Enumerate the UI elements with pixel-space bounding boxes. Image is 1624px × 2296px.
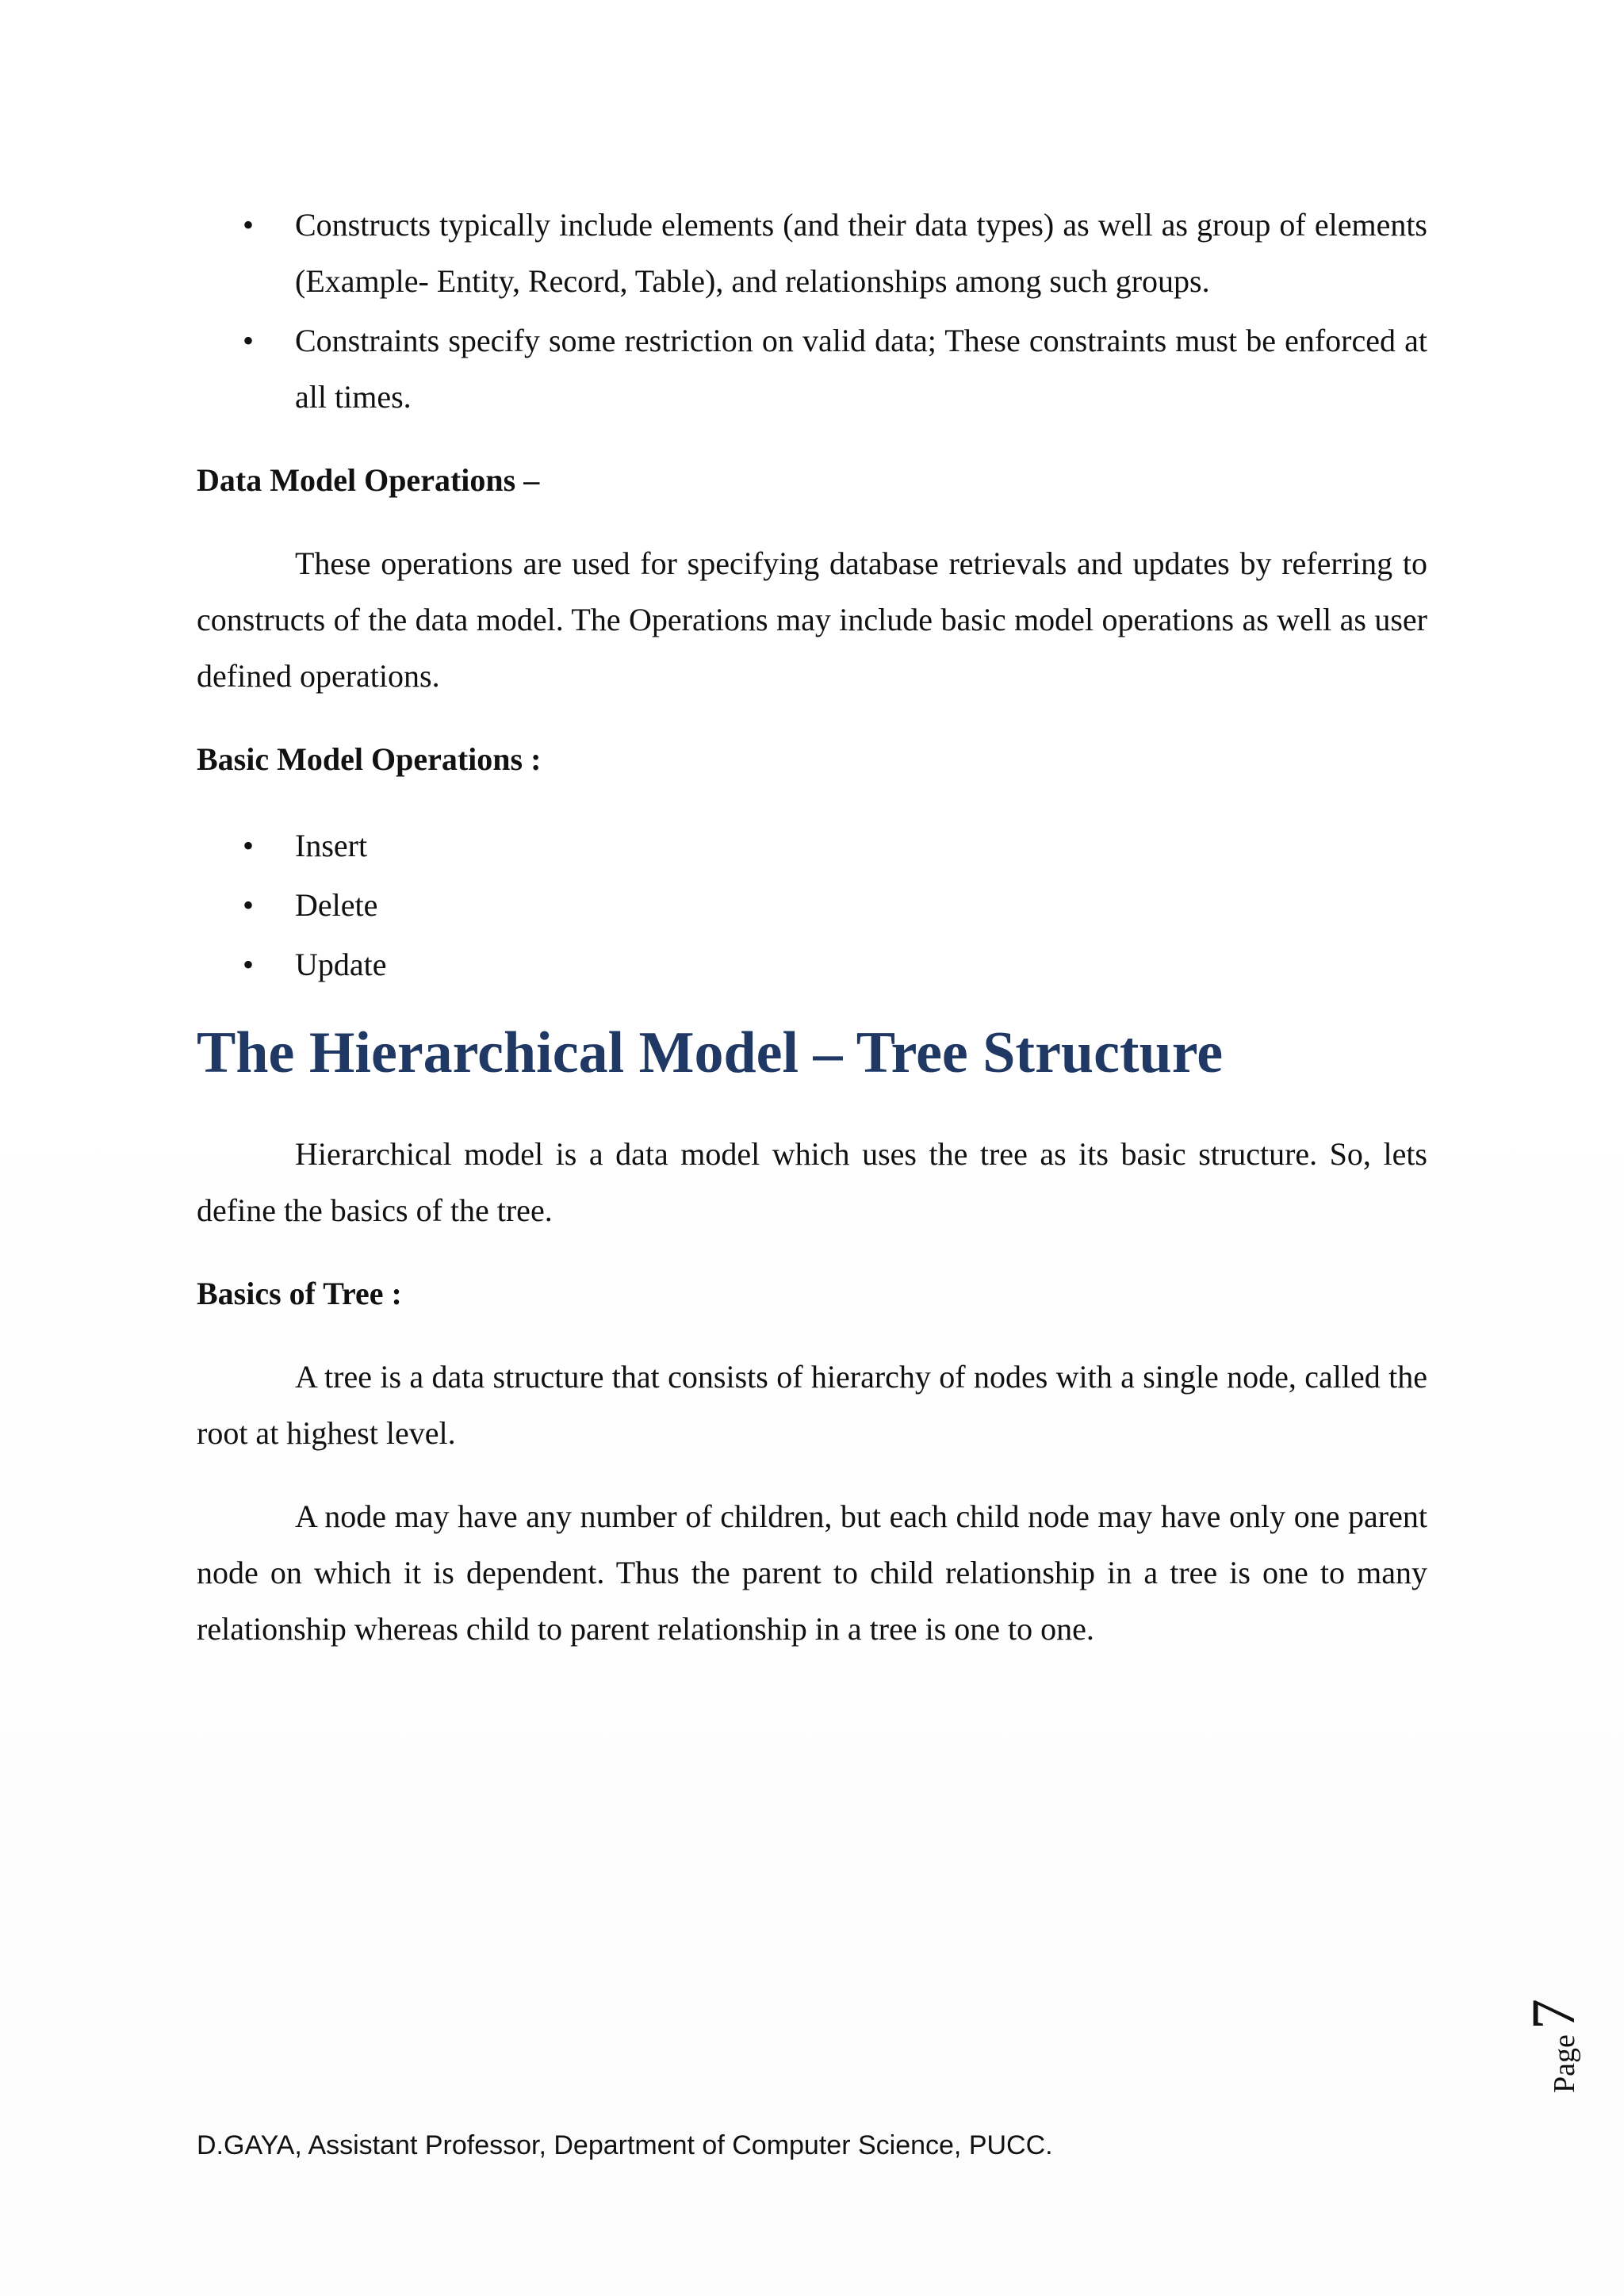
bullet-icon: •: [243, 887, 255, 923]
hierarchical-intro-paragraph: Hierarchical model is a data model which uses the tree as its basic structure. So, lets define the basics of the tree.: [197, 1136, 1427, 1228]
page-label: Page: [1548, 2034, 1581, 2093]
page-footer: D.GAYA, Assistant Professor, Department of Computer Science, PUCC.: [197, 2130, 1053, 2160]
list-item: [197, 877, 1427, 933]
tree-definition-paragraph: A tree is a data structure that consists of hierarchy of nodes with a single node, called the root at highest level.: [197, 1359, 1427, 1451]
list-item: [197, 817, 1427, 874]
section-title: The Hierarchical Model – Tree Structure: [197, 1020, 1224, 1085]
basic-operations-list: [197, 817, 1427, 993]
basic-model-operations-heading: Basic Model Operations :: [197, 741, 542, 777]
basics-of-tree-heading: Basics of Tree :: [197, 1276, 402, 1311]
data-model-operations-paragraph: These operations are used for specifying database retrievals and updates by referring to constructs of the data model. The Operations may include basic model operations as well as user defined operations.: [197, 545, 1427, 694]
bullet-icon: •: [243, 207, 255, 243]
bullet-text: Constructs typically include elements (and their data types) as well as group of elements (Example- Entity, Record, Table), and relationships among such groups.: [295, 207, 1427, 299]
bullet-icon: •: [243, 828, 255, 863]
page-number: 7: [1519, 1999, 1588, 2030]
operation-delete: Delete: [295, 887, 378, 923]
operation-update: Update: [295, 947, 387, 982]
list-item: [197, 312, 1427, 425]
list-item: [197, 936, 1427, 993]
bullet-icon: •: [243, 947, 255, 982]
data-model-operations-heading: Data Model Operations –: [197, 462, 540, 498]
bullet-text: Constraints specify some restriction on valid data; These constraints must be enforced at all times.: [295, 323, 1427, 415]
list-item: [197, 197, 1427, 309]
operation-insert: Insert: [295, 828, 368, 863]
node-children-paragraph: A node may have any number of children, but each child node may have only one parent node on which it is dependent. Thus the parent to child relationship in a tree is one to many relationship whereas child to parent relationship in a tree is one to one.: [197, 1498, 1427, 1647]
intro-bullet-list: [197, 197, 1427, 425]
page-content: [197, 197, 1427, 1657]
page-number-marker: [1507, 1988, 1588, 2115]
bullet-icon: •: [243, 323, 255, 358]
